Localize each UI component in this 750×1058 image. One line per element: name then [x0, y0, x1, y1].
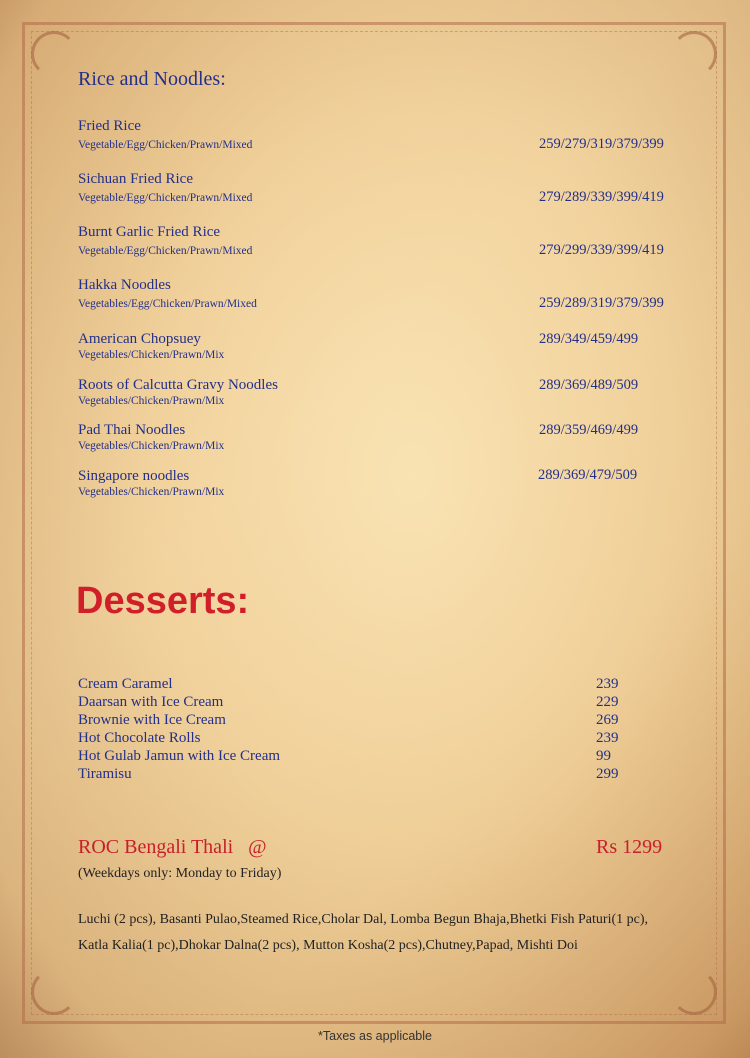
menu-item-price: 279/299/339/399/419: [539, 242, 664, 258]
corner-ornament-icon: [31, 31, 77, 77]
menu-item-price: 289/349/459/499: [539, 331, 639, 347]
menu-item-price: 289/369/479/509: [538, 467, 638, 483]
dessert-name: Tiramisu: [78, 766, 132, 782]
menu-item-price: 289/359/469/499: [539, 422, 639, 438]
menu-item-options: Vegetables/Chicken/Prawn/Mix: [78, 486, 225, 498]
menu-item-price: 259/289/319/379/399: [539, 295, 664, 311]
menu-item-name: Sichuan Fried Rice: [78, 171, 193, 187]
menu-item-options: Vegetable/Egg/Chicken/Prawn/Mixed: [78, 192, 253, 204]
section-title-desserts: Desserts:: [76, 580, 250, 622]
dessert-price: 229: [596, 694, 619, 710]
dessert-price: 269: [596, 712, 619, 728]
menu-item-name: Singapore noodles: [78, 468, 190, 484]
dessert-price: 239: [596, 676, 619, 692]
dessert-price: 239: [596, 730, 619, 746]
menu-item-name: Hakka Noodles: [78, 277, 171, 293]
menu-item-name: Fried Rice: [78, 118, 141, 134]
menu-item-name: Burnt Garlic Fried Rice: [78, 224, 221, 240]
dessert-name: Brownie with Ice Cream: [78, 712, 226, 728]
dessert-name: Cream Caramel: [78, 676, 173, 692]
dessert-name: Hot Gulab Jamun with Ice Cream: [78, 748, 281, 764]
menu-item-price: 289/369/489/509: [539, 377, 639, 393]
thali-items-line: Luchi (2 pcs), Basanti Pulao,Steamed Rice,Cholar Dal, Lomba Begun Bhaja,Bhetki Fish Paturi(1 pc),: [78, 912, 649, 927]
thali-price: Rs 1299: [596, 836, 663, 858]
dessert-price: 99: [596, 748, 611, 764]
menu-item-options: Vegetable/Egg/Chicken/Prawn/Mixed: [78, 245, 253, 257]
corner-ornament-icon: [671, 31, 717, 77]
thali-availability-note: (Weekdays only: Monday to Friday): [78, 866, 282, 881]
tax-footnote: *Taxes as applicable: [318, 1029, 432, 1043]
menu-item-name: Roots of Calcutta Gravy Noodles: [78, 377, 278, 393]
menu-item-options: Vegetables/Chicken/Prawn/Mix: [78, 349, 225, 361]
menu-item-name: Pad Thai Noodles: [78, 422, 186, 438]
corner-ornament-icon: [31, 969, 77, 1015]
thali-items-line: Katla Kalia(1 pc),Dhokar Dalna(2 pcs), Mutton Kosha(2 pcs),Chutney,Papad, Mishti Doi: [78, 938, 578, 953]
corner-ornament-icon: [671, 969, 717, 1015]
menu-item-options: Vegetables/Chicken/Prawn/Mix: [78, 395, 225, 407]
dessert-name: Daarsan with Ice Cream: [78, 694, 224, 710]
thali-title: ROC Bengali Thali @: [78, 836, 267, 858]
dessert-price: 299: [596, 766, 619, 782]
menu-item-price: 259/279/319/379/399: [539, 136, 664, 152]
section-title-rice-noodles: Rice and Noodles:: [78, 68, 226, 90]
menu-item-options: Vegetable/Egg/Chicken/Prawn/Mixed: [78, 139, 253, 151]
menu-item-options: Vegetables/Chicken/Prawn/Mix: [78, 440, 225, 452]
dessert-name: Hot Chocolate Rolls: [78, 730, 201, 746]
menu-item-name: American Chopsuey: [78, 331, 201, 347]
menu-item-price: 279/289/339/399/419: [539, 189, 664, 205]
menu-item-options: Vegetables/Egg/Chicken/Prawn/Mixed: [78, 298, 257, 310]
